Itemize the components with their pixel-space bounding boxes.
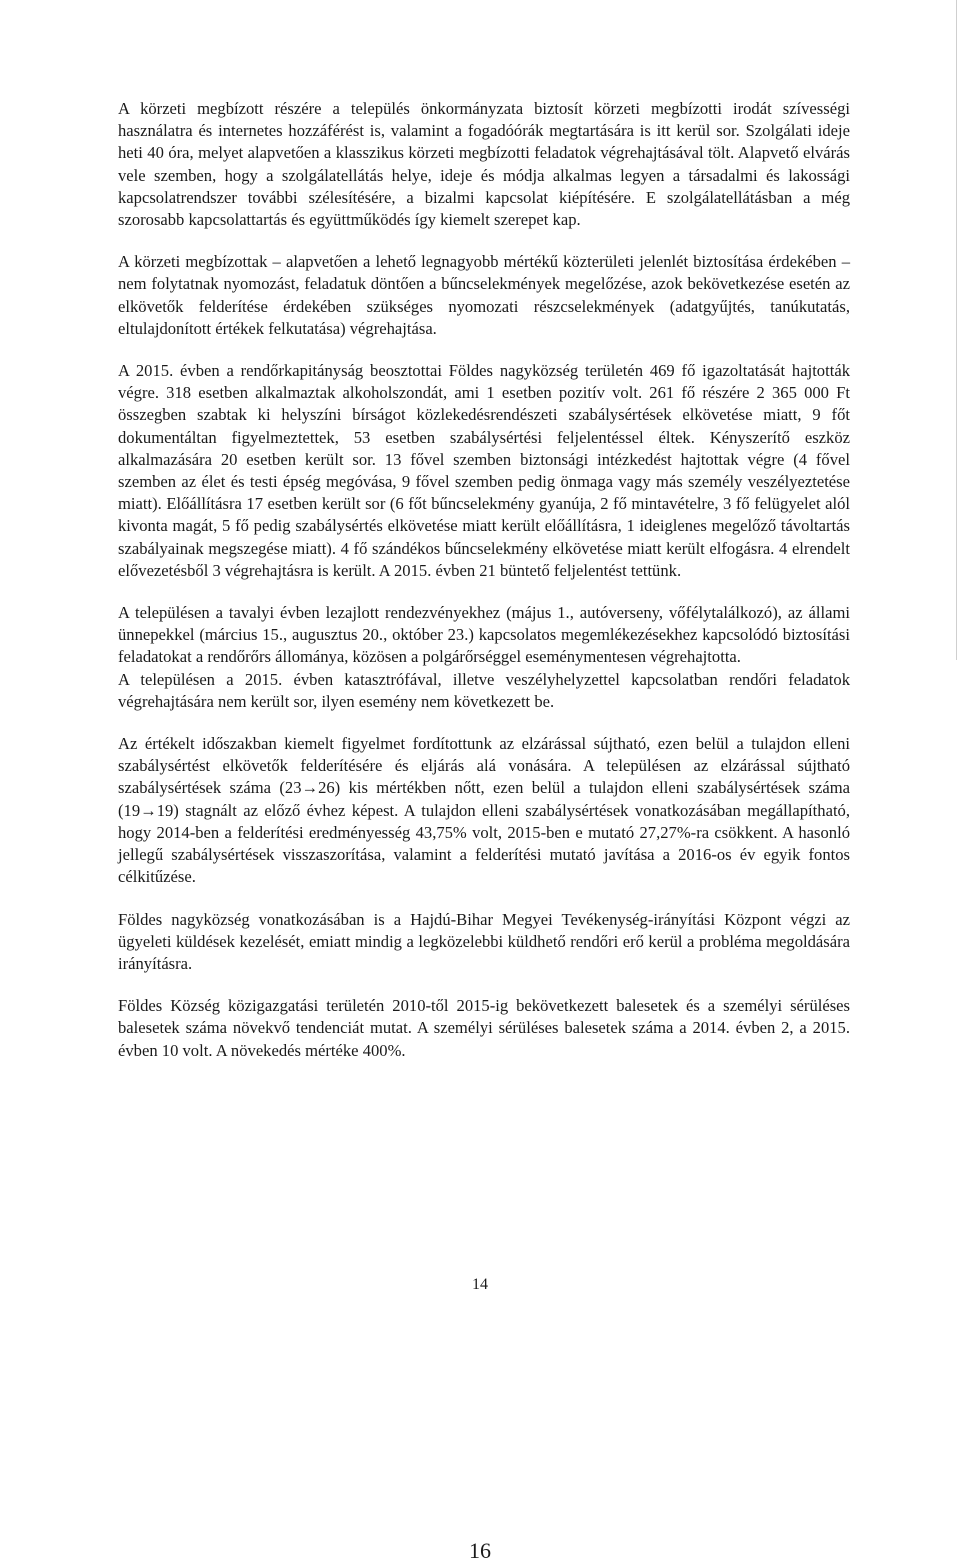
paragraph-2015-statistics: A 2015. évben a rendőrkapitányság beosztottai Földes nagyközség területén 469 fő igazoltatását hajtották végre. 318 esetben alkalmaztak alkoholszondát, ami 1 esetben pozitív volt. 261 fő részére 2 365 000 Ft összegben szabtak ki helyszíni bírságot közlekedésrendészeti szabálysértések elkövetése miatt, 9 főt dokumentáltan figyelmeztettek, 53 esetben szabálysértési feljelentéssel éltek. Kényszerítő eszköz alkalmazására 20 esetben került sor. 13 fővel szemben biztonsági intézkedést hajtottak végre (4 fővel szemben az élet és testi épség megóvása, 9 fővel szemben pedig önmaga vagy más személy veszélyeztetése miatt). Előállításra 17 esetben került sor (6 főt bűncselekmény gyanúja, 2 fő mintavételre, 3 fő felügyelet alól kivonta magát, 5 fő pedig szabálysértés elkövetése miatt került előállításra, 1 ideiglenes megelőző távoltartás szabályainak megszegése miatt). 4 fő szándékos bűncselekmény elkövetése miatt került elfogásra. 4 elrendelt elővezetésből 3 végrehajtásra is került. A 2015. évben 21 büntető feljelentést tettünk. xyxy=(118,361,850,580)
paragraph-district-officer-duties: A körzeti megbízottak – alapvetően a lehető legnagyobb mértékű közterületi jelenlét biztosítása érdekében – nem folytatnak nyomozást, feladatuk döntően a bűncselekmények megelőzése, azok bekövetkezése esetén az elkövetők felderítése érdekében szükséges nyomozati részcselekmények (adatgyűjtés, tanúkutatás, eltulajdonított értékek felkutatása) végrehajtása. xyxy=(118,252,850,338)
scan-edge-line xyxy=(956,0,957,660)
paragraph-accident-statistics: Földes Község közigazgatási területén 2010-től 2015-ig bekövetkezett balesetek és a személyi sérüléses balesetek száma növekvő tendenciát mutat. A személyi sérüléses balesetek száma a 2014. évben 2, a 2015. évben 10 volt. A növekedés mértéke 400%. xyxy=(118,996,850,1060)
paragraph-offences-analysis: Az értékelt időszakban kiemelt figyelmet fordítottunk az elzárással sújtható, ezen belül a tulajdon elleni szabálysértést elkövetők felderítésére és eljárás alá vonására. A településen az elzárással sújtható szabálysértések száma (23→26) kis mértékben nőtt, ezen belül a tulajdon elleni szabálysértések száma (19→19) stagnált az előző évhez képest. A tulajdon elleni szabálysértések vonatkozásában megállapítható, hogy 2014-ben a felderítési eredményesség 43,75% volt, 2015-ben e mutató 27,27%-ra csökkent. A hasonló jellegű szabálysértések visszaszorítása, valamint a felderítési mutató javítása a 2016-os év egyik fontos célkitűzése. xyxy=(118,734,850,887)
paragraph-district-officer-office: A körzeti megbízott részére a település önkormányzata biztosít körzeti megbízotti irodát szívességi használatra és internetes hozzáférést is, valamint a fogadóórák megtartására is itt kerül sor. Szolgálati ideje heti 40 óra, melyet alapvetően a klasszikus körzeti megbízotti feladatok végrehajtásával tölt. Alapvető elvárás vele szemben, hogy a szolgálatellátás helye, ideje és módja alkalmas legyen a társadalmi és lakossági kapcsolatrendszer további szélesítésére, a bizalmi kapcsolat kiépítésére. E szolgálatellátásban a még szorosabb kapcsolattartás és együttműködés így kiemelt szerepet kap. xyxy=(118,99,850,230)
page-number: 14 xyxy=(472,1276,488,1293)
paragraph-disaster-tasks: A településen a 2015. évben katasztrófával, illetve veszélyhelyzettel kapcsolatban rendőri feladatok végrehajtására nem került sor, ilyen esemény nem következett be. xyxy=(118,669,850,711)
folio-number: 16 xyxy=(469,1538,491,1563)
document-body xyxy=(118,98,850,1062)
paragraph-dispatch-center: Földes nagyközség vonatkozásában is a Hajdú-Bihar Megyei Tevékenység-irányítási Központ végzi az ügyeleti küldések kezelését, emiatt mindig a legközelebbi küldhető rendőri erő kerül a probléma megoldására irányításra. xyxy=(118,909,850,973)
paragraph-events-security: A településen a tavalyi évben lezajlott rendezvényekhez (május 1., autóverseny, vőfélytalálkozó), az állami ünnepekkel (március 15., augusztus 20., október 23.) kapcsolatos megemlékezésekhez kapcsolódó biztosítási feladatokat a rendőrőrs állománya, közösen a polgárőrséggel eseménymentesen végrehajtotta. xyxy=(118,603,850,667)
